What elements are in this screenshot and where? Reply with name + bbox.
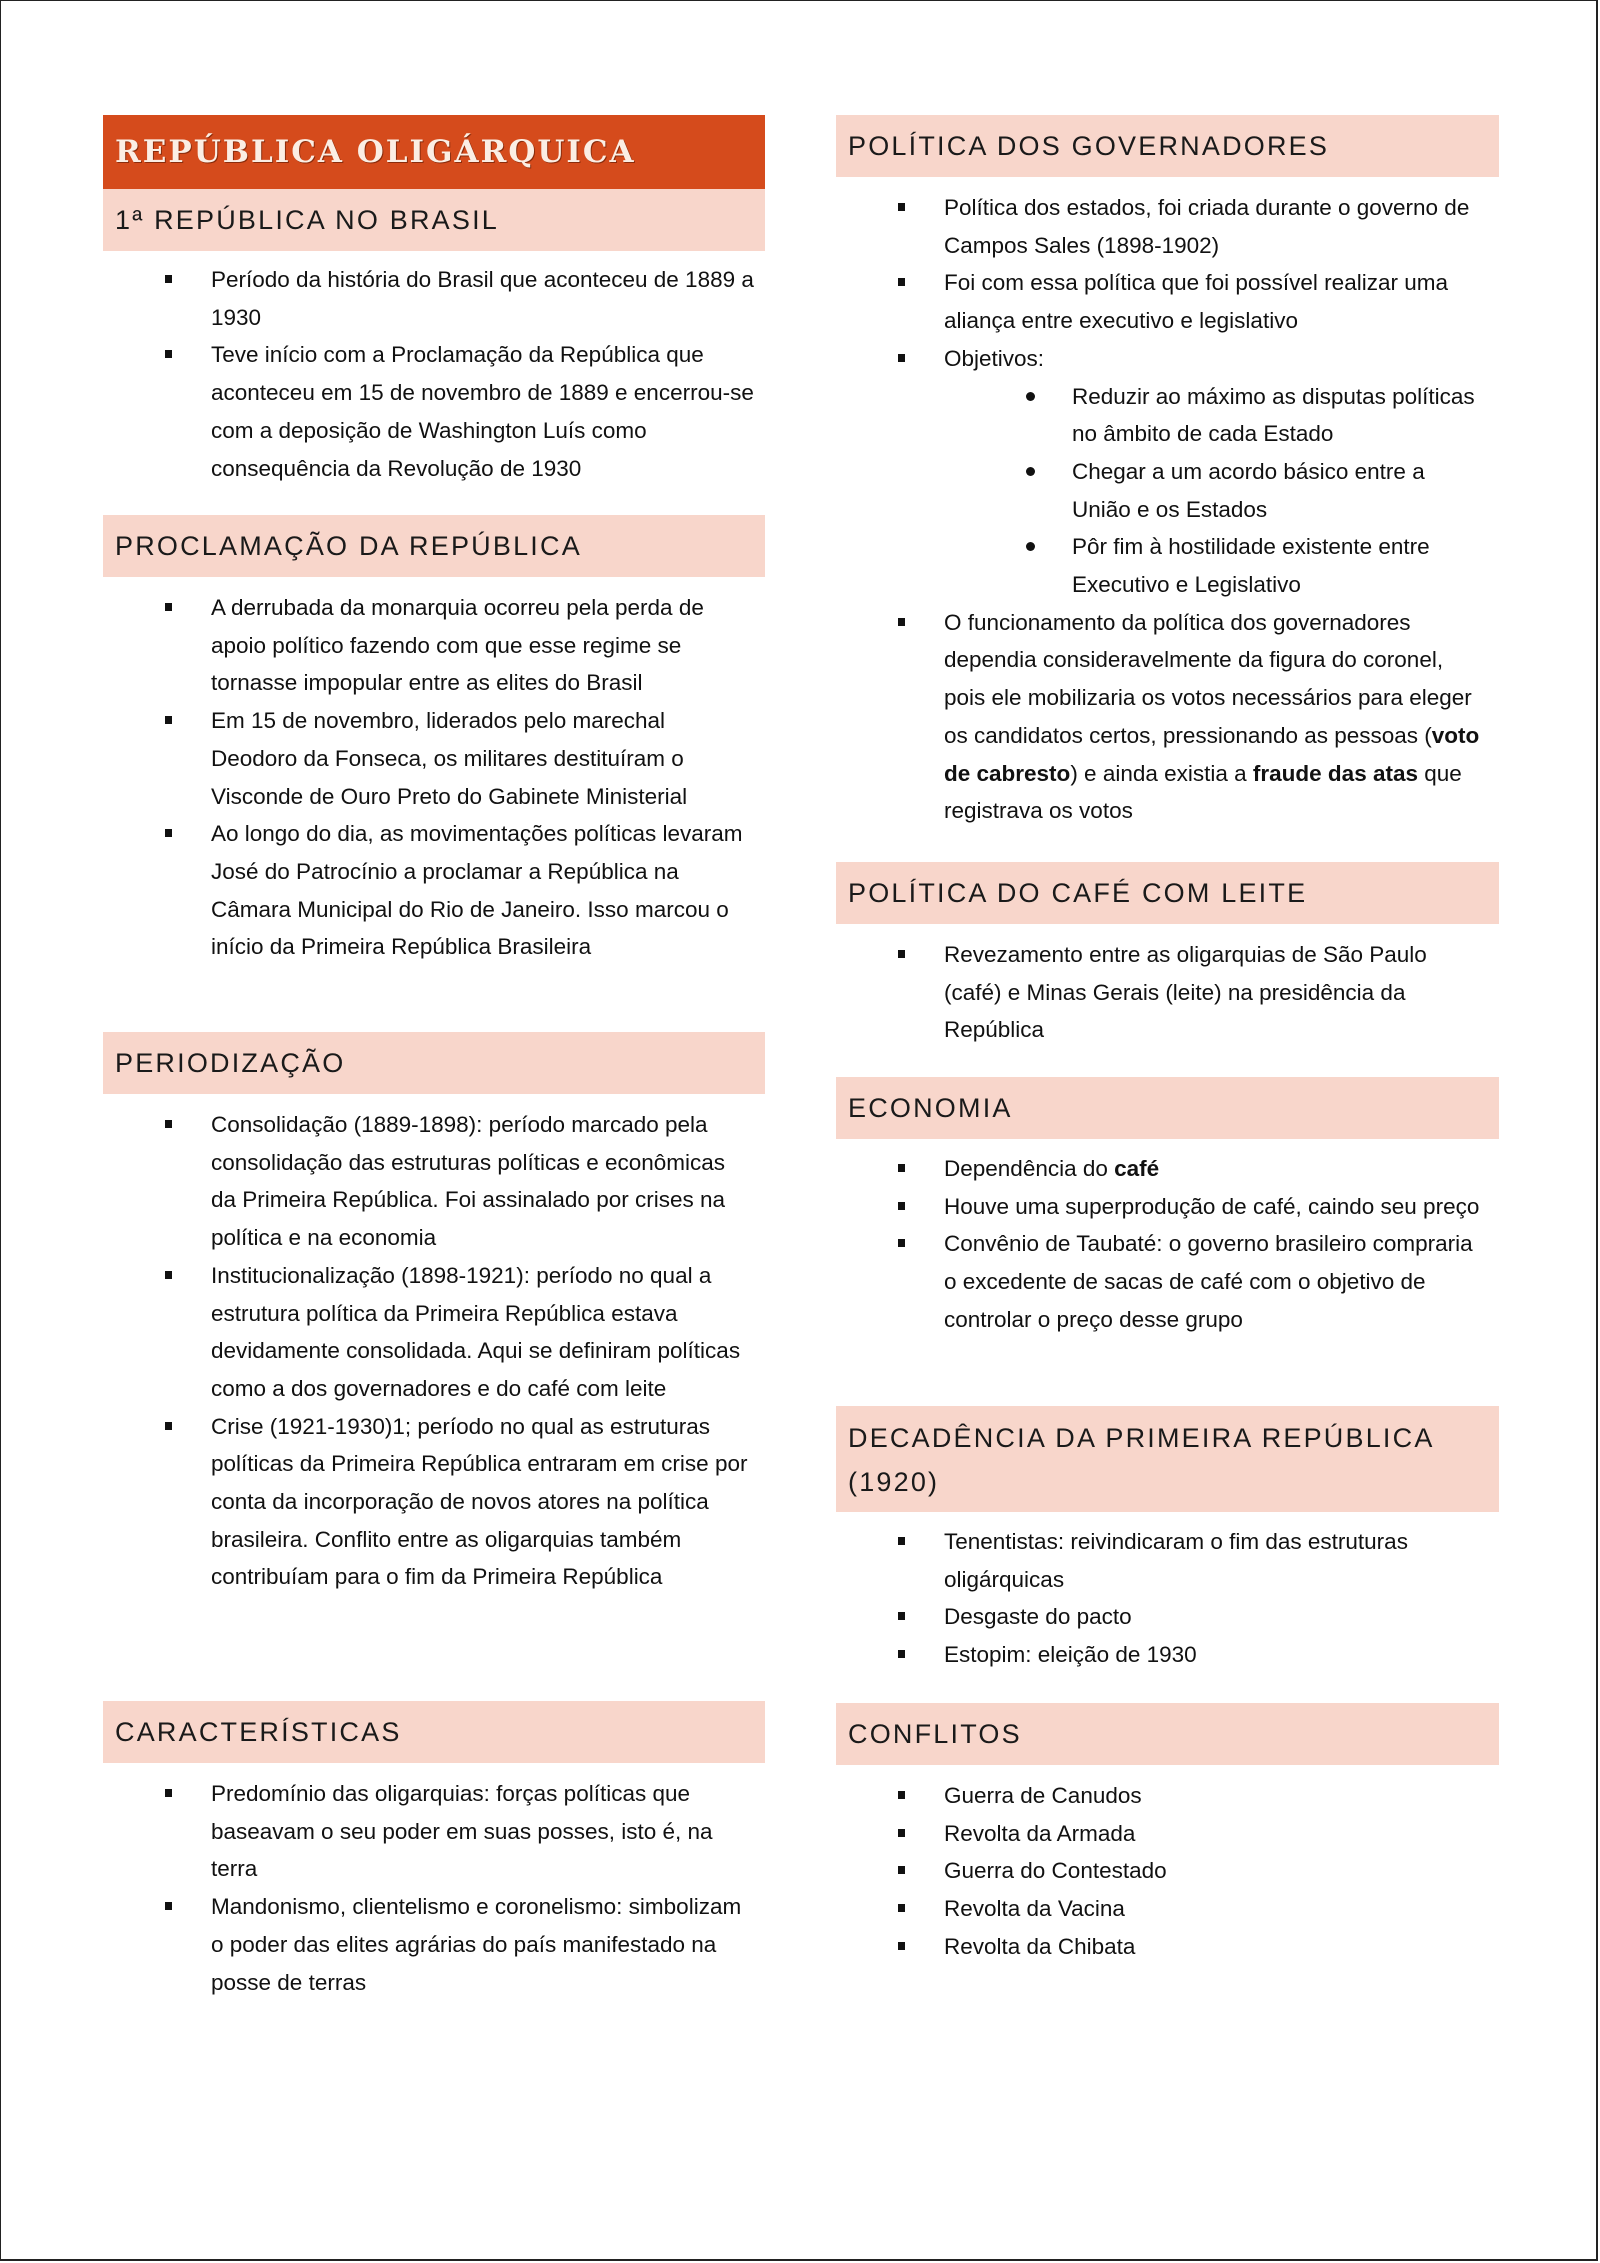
list-item: Ao longo do dia, as movimentações políticas levaram José do Patrocínio a proclamar a República na Câmara Municipal do Rio de Janeiro. Isso marcou o início da Primeira República Brasileira — [103, 815, 765, 966]
sublist-item: Pôr fim à hostilidade existente entre Executivo e Legislativo — [836, 528, 1489, 603]
list-primeira-republica — [103, 261, 765, 487]
sublist-objetivos — [836, 378, 1489, 604]
list-decadencia — [836, 1523, 1499, 1674]
square-bullet-icon — [165, 716, 172, 724]
list-item: Guerra de Canudos — [836, 1777, 1499, 1815]
bold-term-voto-de-cabresto: voto de cabresto — [944, 722, 1480, 786]
square-bullet-icon — [898, 950, 905, 958]
list-economia — [836, 1150, 1499, 1339]
square-bullet-icon — [898, 1904, 905, 1912]
square-bullet-icon — [165, 275, 172, 283]
list-item: Dependência do café — [836, 1150, 1499, 1188]
list-item: A derrubada da monarquia ocorreu pela perda de apoio político fazendo com que esse regime se tornasse impopular entre as elites do Brasil — [103, 589, 765, 702]
square-bullet-icon — [898, 203, 905, 211]
square-bullet-icon — [898, 1202, 905, 1210]
section-heading-cafe-com-leite: POLÍTICA DO CAFÉ COM LEITE — [836, 862, 1499, 924]
square-bullet-icon — [898, 1164, 905, 1172]
round-bullet-icon — [1026, 542, 1035, 551]
square-bullet-icon — [898, 1239, 905, 1247]
sublist-container — [836, 378, 1499, 604]
list-item: Desgaste do pacto — [836, 1598, 1499, 1636]
square-bullet-icon — [898, 1942, 905, 1950]
section-heading-conflitos: CONFLITOS — [836, 1703, 1499, 1765]
square-bullet-icon — [165, 1902, 172, 1910]
square-bullet-icon — [898, 1537, 905, 1545]
list-item: Foi com essa política que foi possível realizar uma aliança entre executivo e legislativo — [836, 264, 1499, 339]
list-item: Período da história do Brasil que aconteceu de 1889 a 1930 — [103, 261, 765, 336]
square-bullet-icon — [165, 1120, 172, 1128]
square-bullet-icon — [165, 1789, 172, 1797]
round-bullet-icon — [1026, 392, 1035, 401]
square-bullet-icon — [898, 1650, 905, 1658]
square-bullet-icon — [898, 1791, 905, 1799]
square-bullet-icon — [165, 829, 172, 837]
square-bullet-icon — [898, 1866, 905, 1874]
list-item: O funcionamento da política dos governadores dependia consideravelmente da figura do coronel, pois ele mobilizaria os votos necessários para eleger os candidatos certos, pressionando as pessoas (voto de cabresto) e ainda existia a fraude das atas que registrava os votos — [836, 604, 1499, 830]
list-item: Tenentistas: reivindicaram o fim das estruturas oligárquicas — [836, 1523, 1499, 1598]
list-politica-governadores — [836, 189, 1499, 830]
list-item: Objetivos: — [836, 340, 1499, 378]
square-bullet-icon — [898, 354, 905, 362]
section-heading-decadencia: DECADÊNCIA DA PRIMEIRA REPÚBLICA (1920) — [836, 1406, 1499, 1512]
square-bullet-icon — [165, 350, 172, 358]
section-heading-primeira-republica: 1ª REPÚBLICA NO BRASIL — [103, 189, 765, 251]
section-heading-caracteristicas: CARACTERÍSTICAS — [103, 1701, 765, 1763]
list-periodizacao — [103, 1106, 765, 1596]
list-item: Crise (1921-1930)1; período no qual as estruturas políticas da Primeira República entraram em crise por conta da incorporação de novos atores na política brasileira. Conflito entre as oligarquias também contribuíam para o fim da Primeira República — [103, 1408, 765, 1597]
list-item: Mandonismo, clientelismo e coronelismo: simbolizam o poder das elites agrárias do país manifestado na posse de terras — [103, 1888, 765, 2001]
sublist-item: Chegar a um acordo básico entre a União e os Estados — [836, 453, 1489, 528]
section-heading-economia: ECONOMIA — [836, 1077, 1499, 1139]
round-bullet-icon — [1026, 467, 1035, 476]
list-item: Política dos estados, foi criada durante o governo de Campos Sales (1898-1902) — [836, 189, 1499, 264]
bold-term-fraude-das-atas: fraude das atas — [1252, 760, 1418, 786]
square-bullet-icon — [165, 603, 172, 611]
list-caracteristicas — [103, 1775, 765, 2001]
square-bullet-icon — [898, 278, 905, 286]
list-item: Houve uma superprodução de café, caindo seu preço — [836, 1188, 1499, 1226]
list-conflitos — [836, 1777, 1499, 1966]
list-item: Teve início com a Proclamação da República que aconteceu em 15 de novembro de 1889 e encerrou-se com a deposição de Washington Luís como consequência da Revolução de 1930 — [103, 336, 765, 487]
list-item: Institucionalização (1898-1921): período no qual a estrutura política da Primeira República estava devidamente consolidada. Aqui se definiram políticas como a dos governadores e do café com leite — [103, 1257, 765, 1408]
square-bullet-icon — [898, 1829, 905, 1837]
list-item: Predomínio das oligarquias: forças políticas que baseavam o seu poder em suas posses, isto é, na terra — [103, 1775, 765, 1888]
document-title: REPÚBLICA OLIGÁRQUICA — [103, 115, 765, 189]
list-proclamacao — [103, 589, 765, 966]
square-bullet-icon — [898, 1612, 905, 1620]
list-item: Revezamento entre as oligarquias de São Paulo (café) e Minas Gerais (leite) na presidência da República — [836, 936, 1499, 1049]
section-heading-politica-governadores: POLÍTICA DOS GOVERNADORES — [836, 115, 1499, 177]
square-bullet-icon — [165, 1422, 172, 1430]
list-item: Revolta da Vacina — [836, 1890, 1499, 1928]
bold-term-cafe: café — [1114, 1156, 1160, 1181]
list-item: Convênio de Taubaté: o governo brasileiro compraria o excedente de sacas de café com o objetivo de controlar o preço desse grupo — [836, 1225, 1499, 1338]
square-bullet-icon — [165, 1271, 172, 1279]
sublist-item: Reduzir ao máximo as disputas políticas no âmbito de cada Estado — [836, 378, 1489, 453]
list-cafe-com-leite — [836, 936, 1499, 1049]
section-heading-proclamacao: PROCLAMAÇÃO DA REPÚBLICA — [103, 515, 765, 577]
list-item: Guerra do Contestado — [836, 1852, 1499, 1890]
list-item: Revolta da Armada — [836, 1815, 1499, 1853]
list-item: Consolidação (1889-1898): período marcado pela consolidação das estruturas políticas e econômicas da Primeira República. Foi assinalado por crises na política e na economia — [103, 1106, 765, 1257]
section-heading-periodizacao: PERIODIZAÇÃO — [103, 1032, 765, 1094]
square-bullet-icon — [898, 618, 905, 626]
list-item: Revolta da Chibata — [836, 1928, 1499, 1966]
list-item: Estopim: eleição de 1930 — [836, 1636, 1499, 1674]
list-item: Em 15 de novembro, liderados pelo marechal Deodoro da Fonseca, os militares destituíram o Visconde de Ouro Preto do Gabinete Ministerial — [103, 702, 765, 815]
